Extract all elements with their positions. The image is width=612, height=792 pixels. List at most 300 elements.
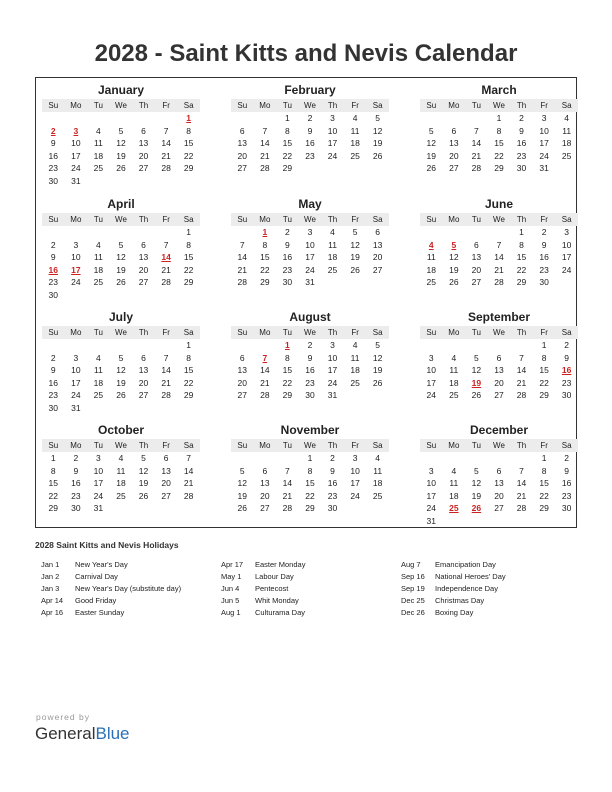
- day-cell: 30: [71, 503, 81, 513]
- day-cell: 30: [48, 289, 59, 300]
- day-cell: 28: [471, 163, 482, 173]
- day-cell: 12: [372, 125, 383, 136]
- day-cell: 19: [471, 490, 482, 501]
- day-cell: 8: [186, 352, 192, 363]
- day-cell: 9: [519, 125, 524, 136]
- week-row: [420, 150, 578, 163]
- weekday-label: Sa: [183, 101, 194, 110]
- week-row: [42, 364, 200, 377]
- weekday-label: Th: [327, 215, 338, 224]
- empty-day-cell: [42, 112, 65, 125]
- week-row: [42, 239, 200, 252]
- empty-day-cell: [177, 402, 200, 415]
- empty-day-cell: [87, 175, 110, 188]
- empty-day-cell: [366, 276, 389, 289]
- day-cell: 4: [352, 340, 358, 350]
- weekday-label: Su: [48, 101, 59, 110]
- day-cell: 18: [449, 377, 459, 388]
- day-cell: 28: [237, 277, 248, 287]
- day-cell: 13: [138, 138, 149, 148]
- holiday-date: Sep 19: [401, 584, 425, 593]
- day-cell: 20: [161, 478, 171, 488]
- weekday-label: Th: [516, 441, 527, 450]
- day-cell: 6: [239, 352, 245, 363]
- week-row: [42, 452, 200, 465]
- week-row: [231, 377, 389, 390]
- empty-day-cell: [65, 112, 88, 125]
- week-row: [420, 162, 578, 175]
- empty-day-cell: [465, 339, 488, 352]
- day-cell: 30: [48, 402, 59, 413]
- weekday-label: Fr: [162, 215, 170, 224]
- day-cell: 15: [539, 365, 549, 375]
- day-cell: 11: [350, 352, 360, 363]
- day-cell: 29: [183, 277, 194, 287]
- day-cell: 29: [260, 277, 270, 287]
- day-cell: 3: [564, 227, 570, 237]
- day-cell: 25: [350, 377, 360, 388]
- day-cell: 24: [71, 277, 81, 287]
- day-cell: 1: [50, 453, 56, 463]
- day-cell: 14: [161, 365, 171, 375]
- day-cell: 17: [71, 150, 81, 161]
- empty-day-cell: [510, 339, 533, 352]
- day-cell: 9: [564, 465, 570, 476]
- empty-day-cell: [366, 389, 389, 402]
- empty-day-cell: [443, 452, 466, 465]
- weekday-header: [231, 439, 389, 452]
- weekday-label: Mo: [259, 328, 271, 337]
- day-cell: 30: [327, 503, 338, 513]
- weekday-label: Sa: [183, 441, 194, 450]
- week-row: [231, 477, 389, 490]
- holiday-item: [35, 595, 215, 607]
- empty-day-cell: [510, 515, 533, 528]
- day-cell: 16: [327, 478, 338, 488]
- day-cell: 16: [516, 138, 527, 148]
- empty-day-cell: [465, 112, 488, 125]
- day-cell: 24: [93, 490, 104, 501]
- day-cell: 15: [282, 138, 293, 148]
- week-row: [42, 402, 200, 415]
- day-cell: 5: [352, 227, 358, 237]
- day-cell: 22: [539, 377, 549, 388]
- day-cell: 26: [116, 390, 126, 400]
- day-cell: 1: [285, 113, 290, 123]
- empty-day-cell: [177, 175, 200, 188]
- empty-day-cell: [132, 339, 155, 352]
- empty-day-cell: [344, 389, 367, 402]
- day-cell: 10: [93, 465, 104, 476]
- weekday-label: Tu: [282, 215, 292, 224]
- day-cell: 7: [262, 352, 268, 363]
- day-cell: 26: [350, 264, 360, 275]
- day-cell: 8: [519, 239, 524, 250]
- day-cell: 26: [471, 503, 482, 513]
- day-cell: 5: [375, 340, 381, 350]
- day-cell: 4: [96, 239, 101, 250]
- week-row: [42, 150, 200, 163]
- weekday-label: Sa: [372, 101, 383, 110]
- empty-day-cell: [155, 112, 178, 125]
- weekday-label: Th: [138, 441, 149, 450]
- day-cell: 28: [183, 490, 194, 501]
- empty-day-cell: [510, 452, 533, 465]
- day-cell: 19: [372, 365, 383, 375]
- weekday-label: Tu: [282, 328, 292, 337]
- week-row: [231, 150, 389, 163]
- week-row: [420, 239, 578, 252]
- month-0: [42, 82, 200, 187]
- holiday-item: [215, 559, 395, 571]
- holiday-item: [215, 607, 395, 619]
- day-cell: 3: [96, 453, 101, 463]
- holiday-date: Apr 17: [221, 560, 244, 569]
- week-row: [420, 477, 578, 490]
- empty-day-cell: [555, 515, 578, 528]
- week-row: [420, 125, 578, 138]
- empty-day-cell: [420, 339, 443, 352]
- empty-day-cell: [87, 289, 110, 302]
- day-cell: 23: [305, 377, 315, 388]
- weekday-label: Mo: [448, 101, 460, 110]
- weekday-label: Sa: [183, 215, 194, 224]
- day-cell: 28: [282, 503, 293, 513]
- day-cell: 9: [73, 465, 79, 476]
- day-cell: 28: [161, 390, 171, 400]
- day-cell: 5: [239, 465, 245, 476]
- empty-day-cell: [443, 339, 466, 352]
- day-cell: 22: [260, 264, 270, 275]
- holiday-name: New Year's Day: [75, 560, 128, 569]
- day-cell: 1: [541, 453, 547, 463]
- day-cell: 13: [237, 365, 248, 375]
- day-cell: 4: [96, 352, 101, 363]
- holiday-column: [395, 559, 575, 619]
- day-cell: 20: [237, 377, 248, 388]
- holiday-item: [215, 571, 395, 583]
- day-cell: 27: [138, 163, 149, 173]
- holiday-item: [215, 595, 395, 607]
- week-row: [42, 251, 200, 264]
- day-cell: 14: [161, 252, 171, 262]
- day-cell: 12: [372, 352, 383, 363]
- empty-day-cell: [344, 276, 367, 289]
- day-cell: 26: [116, 277, 126, 287]
- weekday-label: Th: [516, 215, 527, 224]
- day-cell: 3: [73, 352, 79, 363]
- weekday-label: Mo: [70, 441, 82, 450]
- empty-day-cell: [533, 515, 556, 528]
- day-cell: 25: [93, 277, 104, 287]
- week-row: [231, 490, 389, 503]
- day-cell: 30: [282, 277, 293, 287]
- day-cell: 12: [237, 478, 248, 488]
- weekday-label: Fr: [540, 328, 548, 337]
- empty-day-cell: [488, 452, 511, 465]
- weekday-label: We: [493, 101, 505, 110]
- empty-day-cell: [110, 112, 133, 125]
- empty-day-cell: [132, 502, 155, 515]
- day-cell: 3: [330, 113, 335, 123]
- month-name: August: [289, 310, 331, 324]
- day-cell: 27: [260, 503, 270, 513]
- day-cell: 17: [426, 490, 437, 501]
- day-cell: 8: [496, 125, 502, 136]
- day-cell: 8: [186, 239, 192, 250]
- day-cell: 17: [561, 252, 572, 262]
- week-row: [420, 251, 578, 264]
- holiday-date: Apr 14: [41, 596, 64, 605]
- holiday-column: [215, 559, 395, 619]
- empty-day-cell: [132, 112, 155, 125]
- day-cell: 23: [71, 490, 81, 501]
- day-cell: 25: [327, 264, 338, 275]
- day-cell: 14: [282, 478, 293, 488]
- day-cell: 29: [183, 163, 194, 173]
- week-row: [42, 125, 200, 138]
- empty-day-cell: [231, 226, 254, 239]
- week-row: [231, 264, 389, 277]
- day-cell: 10: [426, 478, 437, 488]
- day-cell: 28: [260, 163, 270, 173]
- day-cell: 26: [426, 163, 437, 173]
- day-cell: 6: [474, 239, 479, 250]
- day-cell: 4: [352, 113, 358, 123]
- day-cell: 28: [260, 390, 270, 400]
- weekday-label: Tu: [93, 441, 103, 450]
- day-cell: 12: [449, 252, 459, 262]
- weekday-label: Su: [48, 328, 59, 337]
- day-cell: 15: [183, 365, 194, 375]
- weekday-label: Tu: [282, 101, 292, 110]
- day-cell: 7: [163, 352, 169, 363]
- day-cell: 6: [141, 352, 146, 363]
- day-cell: 13: [260, 478, 270, 488]
- holiday-date: Sep 16: [401, 572, 425, 581]
- holiday-item: [395, 607, 575, 619]
- day-cell: 11: [350, 125, 360, 136]
- day-cell: 25: [93, 163, 104, 173]
- day-cell: 9: [330, 465, 335, 476]
- day-cell: 5: [141, 453, 146, 463]
- week-row: [420, 339, 578, 352]
- day-cell: 1: [519, 227, 524, 237]
- day-cell: 19: [350, 252, 360, 262]
- month-name: May: [298, 197, 322, 211]
- weekday-label: Tu: [93, 328, 103, 337]
- day-cell: 30: [539, 277, 549, 287]
- day-cell: 26: [138, 490, 149, 501]
- day-cell: 2: [564, 340, 570, 350]
- day-cell: 24: [426, 503, 437, 513]
- week-row: [42, 137, 200, 150]
- day-cell: 2: [285, 227, 290, 237]
- page-title: 2028 - Saint Kitts and Nevis Calendar: [94, 40, 518, 67]
- week-row: [231, 276, 389, 289]
- day-cell: 3: [330, 340, 335, 350]
- day-cell: 3: [352, 453, 358, 463]
- empty-day-cell: [420, 226, 443, 239]
- month-name: July: [108, 310, 133, 324]
- empty-day-cell: [555, 276, 578, 289]
- holiday-item: [35, 607, 215, 619]
- week-row: [42, 112, 200, 125]
- day-cell: 9: [541, 239, 547, 250]
- month-7: [231, 309, 389, 402]
- day-cell: 15: [282, 365, 293, 375]
- day-cell: 18: [327, 252, 338, 262]
- holiday-date: Aug 7: [401, 560, 421, 569]
- day-cell: 3: [541, 113, 547, 123]
- day-cell: 10: [426, 365, 437, 375]
- weekday-label: Sa: [561, 101, 572, 110]
- day-cell: 16: [305, 138, 315, 148]
- weekday-label: Th: [327, 101, 338, 110]
- holiday-date: Aug 1: [221, 608, 241, 617]
- day-cell: 11: [328, 239, 337, 250]
- weekday-header: [42, 213, 200, 226]
- empty-day-cell: [366, 162, 389, 175]
- day-cell: 20: [237, 150, 248, 161]
- empty-day-cell: [87, 226, 110, 239]
- empty-day-cell: [155, 175, 178, 188]
- month-name: September: [467, 310, 531, 324]
- day-cell: 12: [138, 465, 149, 476]
- week-row: [420, 364, 578, 377]
- day-cell: 11: [116, 465, 126, 476]
- day-cell: 22: [183, 264, 194, 275]
- day-cell: 9: [50, 365, 56, 375]
- weekday-label: We: [115, 101, 127, 110]
- brand-logo[interactable]: [35, 724, 130, 744]
- weekday-label: Su: [237, 328, 248, 337]
- weekday-label: Tu: [471, 101, 481, 110]
- weekday-label: Sa: [561, 441, 572, 450]
- day-cell: 18: [372, 478, 383, 488]
- day-cell: 24: [327, 377, 338, 388]
- day-cell: 25: [350, 150, 360, 161]
- day-cell: 4: [428, 239, 434, 250]
- day-cell: 5: [428, 125, 434, 136]
- day-cell: 21: [494, 264, 504, 275]
- weekday-label: Fr: [162, 101, 170, 110]
- week-row: [420, 352, 578, 365]
- week-row: [42, 175, 200, 188]
- day-cell: 31: [93, 503, 104, 513]
- day-cell: 20: [138, 377, 149, 388]
- day-cell: 10: [561, 239, 572, 250]
- day-cell: 5: [451, 239, 457, 250]
- weekday-header: [42, 99, 200, 112]
- weekday-label: We: [115, 215, 127, 224]
- day-cell: 23: [516, 150, 527, 161]
- week-row: [231, 339, 389, 352]
- day-cell: 10: [539, 125, 549, 136]
- day-cell: 18: [116, 478, 126, 488]
- day-cell: 25: [449, 390, 459, 400]
- week-row: [420, 515, 578, 528]
- empty-day-cell: [420, 112, 443, 125]
- weekday-header: [231, 213, 389, 226]
- holiday-name: Independence Day: [435, 584, 498, 593]
- month-10: [231, 422, 389, 515]
- day-cell: 30: [561, 503, 572, 513]
- day-cell: 18: [350, 365, 360, 375]
- day-cell: 1: [541, 340, 547, 350]
- empty-day-cell: [231, 112, 254, 125]
- empty-day-cell: [254, 452, 277, 465]
- day-cell: 12: [116, 365, 126, 375]
- day-cell: 29: [516, 277, 527, 287]
- empty-day-cell: [231, 452, 254, 465]
- weekday-label: We: [304, 215, 316, 224]
- day-cell: 27: [161, 490, 171, 501]
- day-cell: 19: [116, 150, 126, 161]
- week-row: [231, 125, 389, 138]
- day-cell: 13: [449, 138, 459, 148]
- weekday-label: We: [304, 101, 316, 110]
- day-cell: 8: [541, 352, 547, 363]
- day-cell: 7: [262, 125, 268, 136]
- weekday-label: Su: [426, 328, 437, 337]
- day-cell: 27: [138, 277, 149, 287]
- day-cell: 1: [285, 340, 290, 350]
- day-cell: 21: [471, 150, 482, 161]
- empty-day-cell: [299, 162, 322, 175]
- day-cell: 23: [48, 390, 59, 400]
- day-cell: 23: [282, 264, 293, 275]
- weekday-label: Su: [426, 215, 437, 224]
- weekday-label: Sa: [372, 328, 383, 337]
- month-name: March: [481, 83, 517, 97]
- day-cell: 26: [372, 150, 383, 161]
- day-cell: 27: [471, 277, 482, 287]
- empty-day-cell: [110, 339, 133, 352]
- day-cell: 28: [161, 277, 171, 287]
- day-cell: 26: [116, 163, 126, 173]
- empty-day-cell: [344, 162, 367, 175]
- weekday-label: Th: [138, 215, 149, 224]
- holiday-date: Jun 5: [221, 596, 240, 605]
- month-name: December: [469, 423, 529, 437]
- day-cell: 9: [50, 138, 56, 148]
- week-row: [42, 477, 200, 490]
- empty-day-cell: [65, 339, 88, 352]
- day-cell: 22: [183, 377, 194, 388]
- day-cell: 14: [260, 138, 270, 148]
- empty-day-cell: [132, 175, 155, 188]
- empty-day-cell: [366, 502, 389, 515]
- empty-day-cell: [488, 226, 511, 239]
- day-cell: 21: [161, 150, 171, 161]
- empty-day-cell: [87, 402, 110, 415]
- week-row: [231, 251, 389, 264]
- day-cell: 15: [260, 252, 270, 262]
- day-cell: 11: [93, 252, 103, 262]
- holiday-date: Dec 26: [401, 608, 425, 617]
- month-name: April: [107, 197, 135, 211]
- holiday-item: [35, 559, 215, 571]
- day-cell: 23: [48, 163, 59, 173]
- day-cell: 13: [138, 252, 149, 262]
- day-cell: 29: [539, 503, 549, 513]
- day-cell: 2: [564, 453, 570, 463]
- day-cell: 1: [307, 453, 313, 463]
- holiday-date: Jan 2: [41, 572, 60, 581]
- day-cell: 1: [262, 227, 268, 237]
- day-cell: 20: [138, 264, 149, 275]
